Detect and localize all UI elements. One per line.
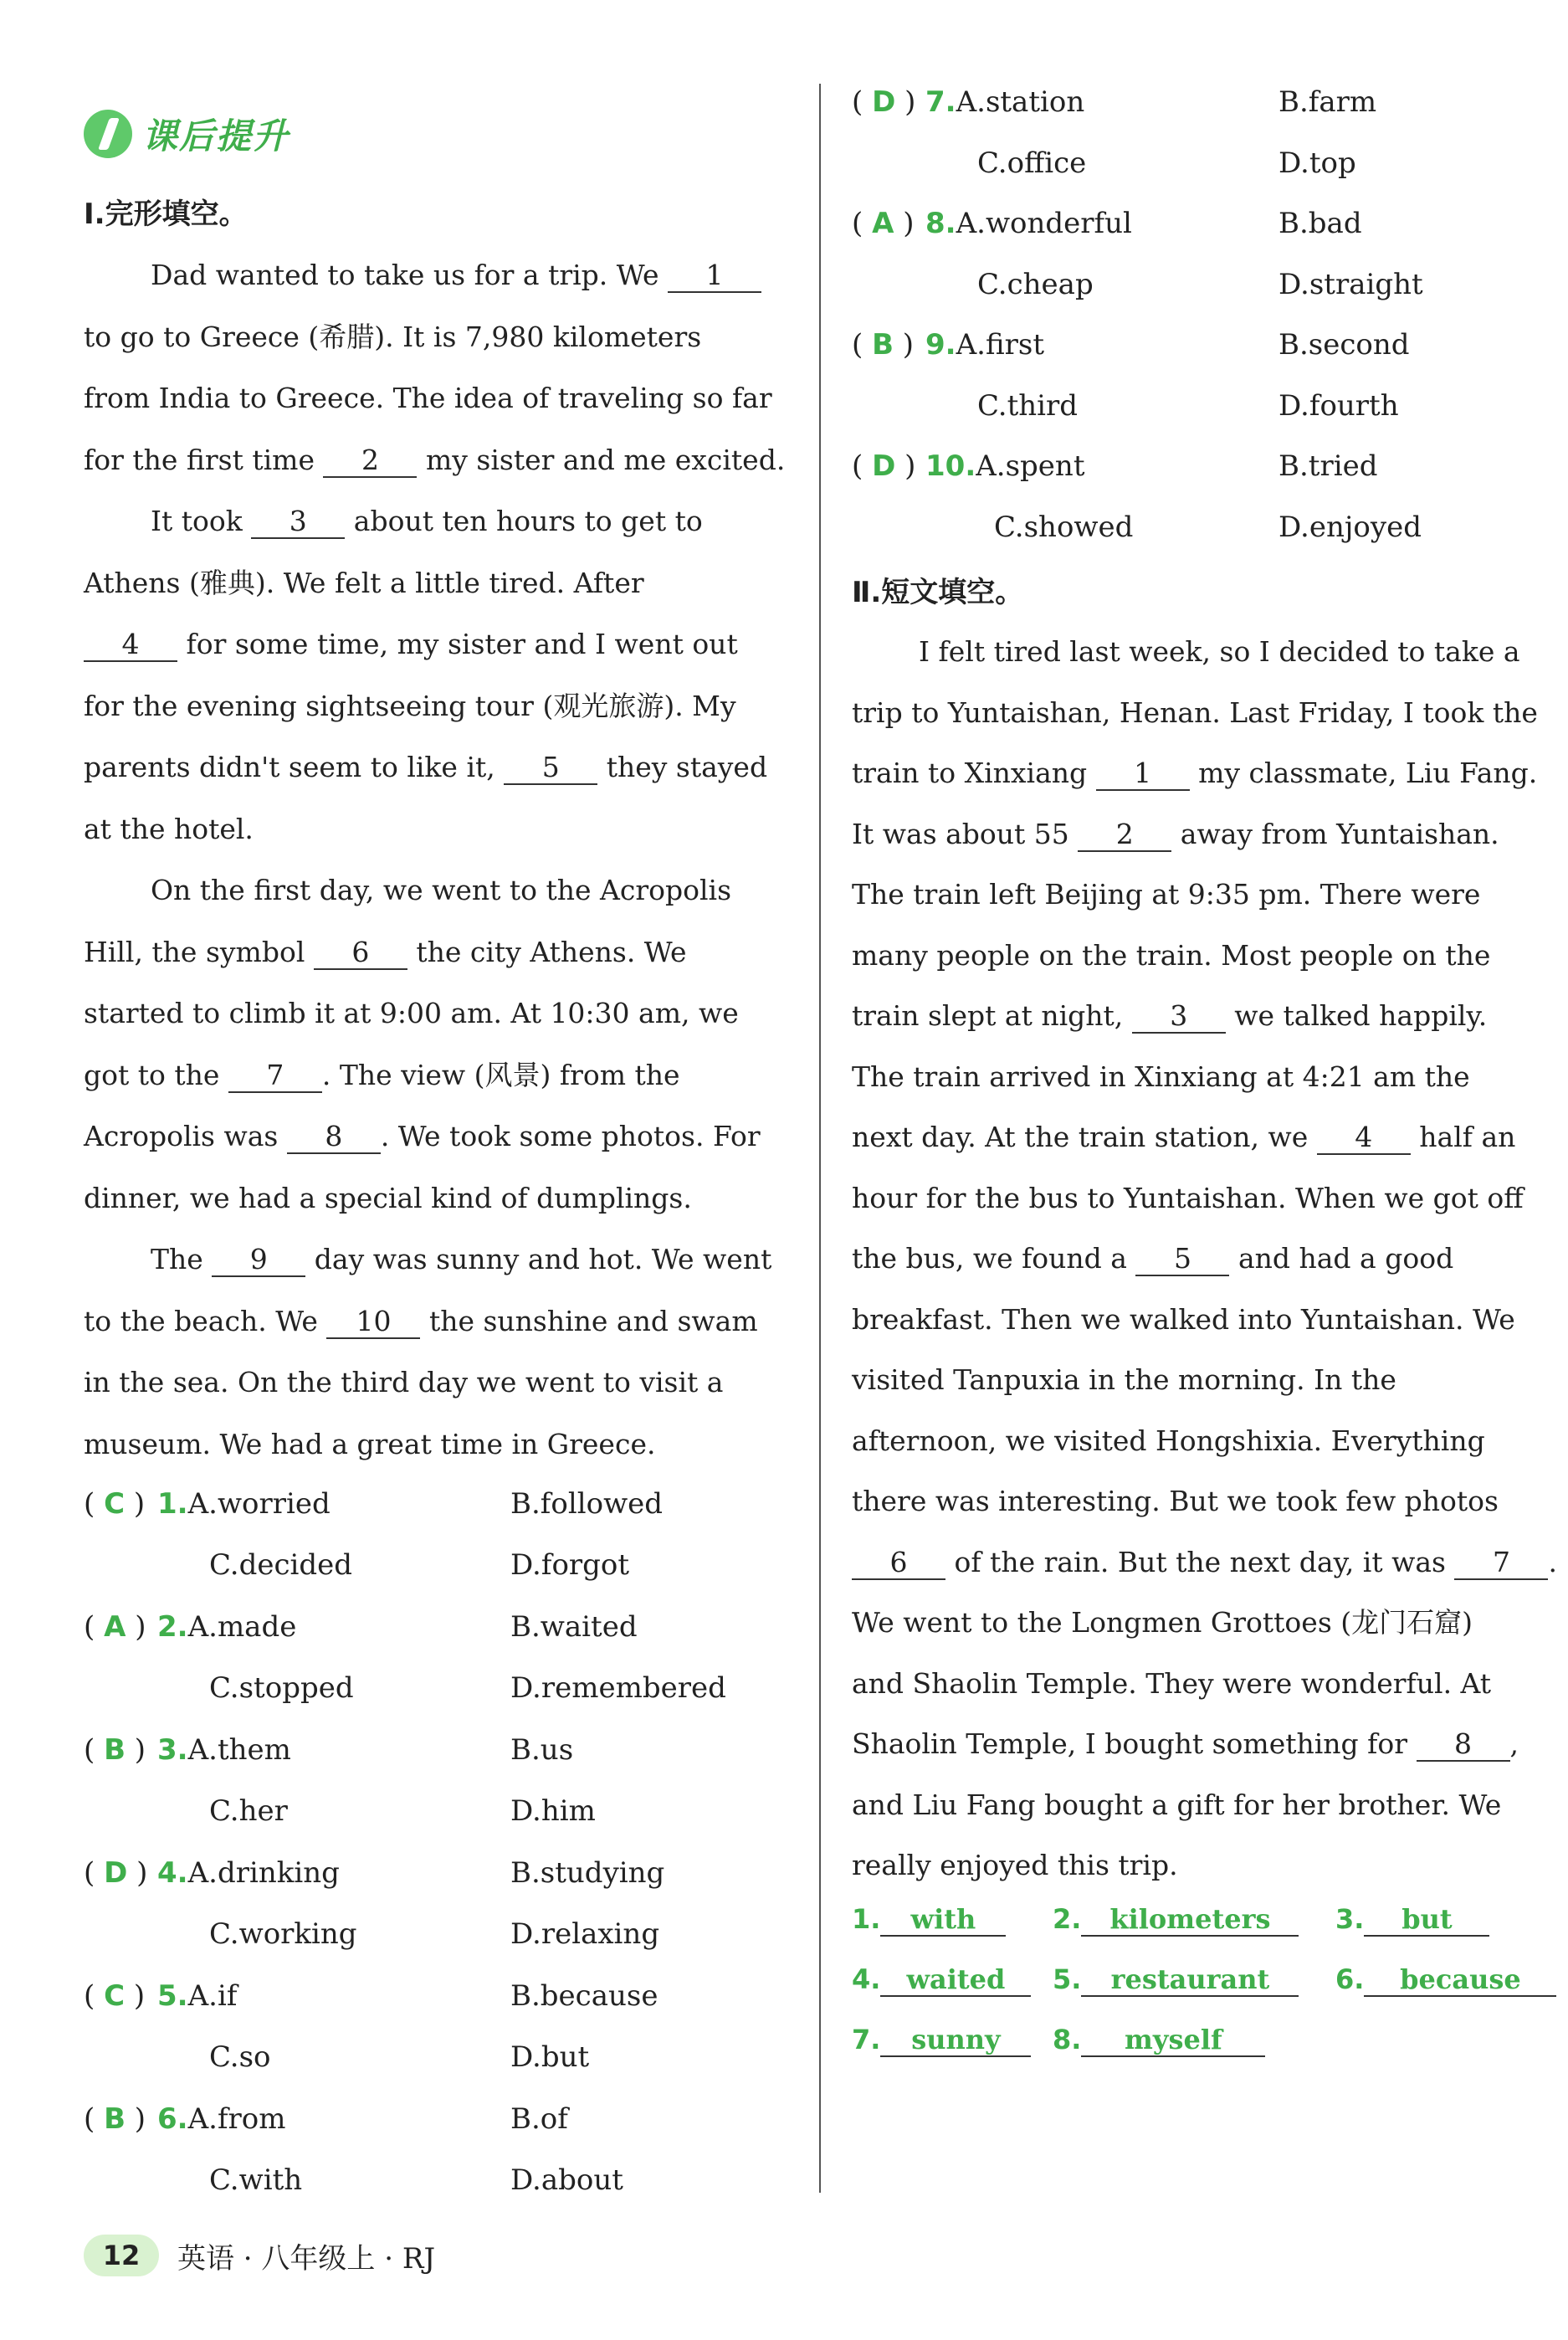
passage-text: my classmate, Liu Fang. — [1189, 757, 1538, 789]
passage-text: there was interesting. But we took few photos — [852, 1485, 1499, 1517]
passage-line — [84, 675, 787, 737]
question-number: 4. — [157, 1856, 188, 1890]
option-d: D.relaxing — [510, 1917, 660, 1951]
option-c: C.stopped — [209, 1671, 354, 1705]
passage-text: for the evening sightseeing tour (观光旅游). My — [84, 689, 736, 722]
passage-text: The train arrived in Xinxiang at 4:21 am the — [852, 1060, 1470, 1093]
blank-6: 6 — [852, 1547, 945, 1580]
answer-text: waited — [880, 1963, 1031, 1997]
passage-line — [84, 1106, 787, 1167]
passage-text: dinner, we had a special kind of dumplings. — [84, 1181, 692, 1214]
passage-text: The train left Beijing at 9:35 pm. There were — [852, 878, 1481, 911]
passage-text: Acropolis was — [84, 1120, 287, 1152]
option-d: D.top — [1278, 146, 1356, 180]
section-header-badge — [84, 109, 290, 159]
passage-line — [84, 1291, 787, 1352]
answer-item — [1053, 1963, 1299, 1997]
passage-line — [84, 613, 787, 675]
passage-text: to go to Greece (希腊). It is 7,980 kilometers — [84, 320, 702, 353]
passage-line — [84, 860, 853, 921]
bracket-open: ( — [84, 1856, 105, 1890]
chosen-answer: B — [104, 2102, 126, 2136]
passage-text: and Shaolin Temple. They were wonderful. At — [852, 1666, 1492, 1700]
blank-8: 8 — [287, 1121, 381, 1154]
option-c: C.so — [209, 2040, 271, 2074]
passage-line — [84, 244, 853, 306]
passage-text: hour for the bus to Yuntaishan. When we got off — [852, 1181, 1524, 1214]
passage-line — [852, 1228, 1568, 1290]
passage-text: away from Yuntaishan. — [1171, 817, 1499, 850]
passage-text: breakfast. Then we walked into Yuntaishan. We — [852, 1302, 1515, 1336]
passage-text: we talked happily. — [1225, 999, 1488, 1032]
answer-item — [852, 1903, 1006, 1937]
blank-7: 7 — [228, 1060, 322, 1093]
bracket-close: ) — [126, 1733, 146, 1767]
answer-bracket — [84, 2102, 157, 2136]
passage-line — [84, 798, 787, 860]
blank-2: 2 — [323, 444, 417, 478]
blank-3: 3 — [251, 505, 345, 539]
option-b: B.followed — [510, 1487, 664, 1521]
answer-number: 2. — [1053, 1903, 1082, 1935]
bracket-close: ) — [894, 328, 915, 362]
passage-text: about ten hours to get to — [345, 505, 703, 537]
passage-text: for some time, my sister and I went out — [177, 628, 738, 660]
option-c: C.office — [977, 146, 1087, 180]
chosen-answer: A — [872, 207, 894, 240]
bracket-open: ( — [852, 328, 873, 362]
option-d: D.about — [510, 2163, 623, 2197]
passage-line — [852, 1349, 1568, 1411]
question-row-2 — [84, 1671, 803, 1722]
question-number: 6. — [157, 2102, 188, 2136]
option-d: D.but — [510, 2040, 590, 2074]
bracket-close: ) — [895, 449, 916, 483]
passage-text: the bus, we found a — [852, 1242, 1136, 1275]
question-row — [84, 2102, 803, 2153]
question-number: 8. — [925, 207, 956, 240]
bracket-open: ( — [84, 1487, 105, 1521]
question-row — [84, 1856, 803, 1906]
question-row-2 — [852, 146, 1568, 197]
answer-item — [1053, 1903, 1299, 1937]
answer-text: because — [1364, 1963, 1556, 1997]
question-number: 1. — [157, 1487, 188, 1521]
option-a: A.first — [956, 328, 1044, 362]
passage-text: Athens (雅典). We felt a little tired. After — [84, 566, 644, 599]
option-b: B.tried — [1278, 449, 1378, 483]
passage-text: at the hotel. — [84, 812, 254, 845]
passage-text: got to the — [84, 1058, 228, 1091]
passage-line — [852, 864, 1568, 926]
question-number: 3. — [157, 1733, 188, 1767]
answer-number: 3. — [1335, 1903, 1365, 1935]
passage-line — [84, 1229, 853, 1291]
question-row-2 — [84, 1917, 803, 1968]
header-badge-text: 课后提升 — [142, 115, 290, 157]
passage-line — [852, 1167, 1568, 1229]
chosen-answer: B — [872, 328, 894, 362]
answer-number: 8. — [1053, 2024, 1082, 2055]
question-row-2 — [84, 2163, 803, 2214]
passage-line — [84, 490, 853, 552]
option-b: B.waited — [510, 1610, 638, 1644]
passage-text: next day. At the train station, we — [852, 1121, 1317, 1153]
bracket-open: ( — [84, 1979, 105, 2013]
blank-1: 1 — [1096, 757, 1190, 791]
question-row — [84, 1979, 803, 2030]
bracket-open: ( — [852, 207, 873, 240]
passage-line — [852, 682, 1568, 744]
passage-line — [852, 985, 1568, 1047]
passage-text: I felt tired last week, so I decided to take a — [919, 635, 1520, 668]
passage-text: museum. We had a great time in Greece. — [84, 1427, 656, 1460]
passage-line — [84, 552, 787, 614]
passage-text: Dad wanted to take us for a trip. We — [151, 259, 669, 291]
passage-text: parents didn't seem to like it, — [84, 751, 505, 783]
passage-text: started to climb it at 9:00 am. At 10:30 am, we — [84, 997, 739, 1029]
question-row — [852, 449, 1568, 500]
option-a: A.drinking — [187, 1856, 340, 1890]
blank-9: 9 — [212, 1244, 305, 1277]
passage-line — [852, 1046, 1568, 1108]
question-row-2 — [852, 511, 1568, 561]
answer-text: but — [1364, 1903, 1489, 1937]
question-number: 10. — [925, 449, 976, 483]
passage-text: to the beach. We — [84, 1304, 327, 1337]
question-number: 9. — [925, 328, 956, 362]
option-a: A.spent — [976, 449, 1085, 483]
question-number: 2. — [157, 1610, 188, 1644]
passage-line — [852, 1410, 1568, 1472]
option-b: B.bad — [1278, 207, 1362, 240]
passage-text: afternoon, we visited Hongshixia. Everything — [852, 1424, 1485, 1457]
option-d: D.remembered — [510, 1671, 726, 1705]
option-d: D.forgot — [510, 1548, 630, 1582]
option-c: C.showed — [994, 511, 1134, 544]
blank-8: 8 — [1417, 1728, 1510, 1762]
question-row-2 — [852, 389, 1568, 439]
passage-line — [84, 306, 787, 368]
option-d: D.straight — [1278, 268, 1423, 301]
passage-text: It was about 55 — [852, 817, 1079, 850]
question-row — [84, 1487, 803, 1537]
chosen-answer: D — [872, 449, 896, 483]
bracket-open: ( — [84, 1610, 105, 1644]
answer-item — [852, 1963, 1031, 1997]
passage-text: half an — [1410, 1121, 1516, 1153]
blank-7: 7 — [1454, 1547, 1548, 1580]
option-d: D.him — [510, 1794, 596, 1828]
chosen-answer: A — [104, 1610, 126, 1644]
passage-text: really enjoyed this trip. — [852, 1849, 1178, 1881]
answer-number: 4. — [852, 1963, 881, 1995]
option-d: D.fourth — [1278, 389, 1399, 423]
chosen-answer: D — [872, 85, 896, 119]
option-b: B.us — [510, 1733, 574, 1767]
answer-text: kilometers — [1081, 1903, 1299, 1937]
passage-text: the city Athens. We — [407, 935, 687, 968]
chosen-answer: D — [104, 1856, 128, 1890]
option-a: A.made — [187, 1610, 297, 1644]
passage-text: visited Tanpuxia in the morning. In the — [852, 1363, 1396, 1396]
passage-line — [84, 1044, 787, 1106]
blank-2: 2 — [1078, 818, 1171, 852]
passage-line — [852, 1592, 1568, 1654]
answer-bracket — [84, 1733, 157, 1767]
passage-line — [84, 983, 787, 1044]
blank-5: 5 — [1135, 1243, 1229, 1276]
passage-line — [852, 1713, 1568, 1775]
bracket-open: ( — [84, 1733, 105, 1767]
bracket-open: ( — [852, 449, 873, 483]
answer-bracket — [84, 1487, 157, 1521]
passage-text: Shaolin Temple, I bought something for — [852, 1727, 1417, 1760]
answer-bracket — [84, 1610, 157, 1644]
question-row — [84, 1610, 803, 1660]
bracket-open: ( — [84, 2102, 105, 2136]
chosen-answer: B — [104, 1733, 126, 1767]
passage-text: and Liu Fang bought a gift for her brother. We — [852, 1788, 1502, 1821]
passage-text: train slept at night, — [852, 999, 1132, 1032]
chosen-answer: C — [104, 1979, 126, 2013]
option-a: A.worried — [187, 1487, 331, 1521]
passage-text: . We took some photos. For — [380, 1120, 761, 1152]
passage-text: trip to Yuntaishan, Henan. Last Friday, I took the — [852, 695, 1538, 729]
passage-text: in the sea. On the third day we went to visit a — [84, 1366, 724, 1398]
question-row-2 — [84, 2040, 803, 2091]
question-row-2 — [84, 1548, 803, 1598]
passage-line — [852, 1532, 1568, 1593]
passage-text: many people on the train. Most people on the — [852, 938, 1491, 972]
answer-bracket — [84, 1979, 157, 2013]
passage-text: , — [1509, 1727, 1519, 1760]
passage-text: of the rain. But the next day, it was — [945, 1545, 1455, 1578]
question-number: 5. — [157, 1979, 188, 2013]
passage-text: We went to the Longmen Grottoes (龙门石窟) — [852, 1606, 1473, 1639]
option-a: A.from — [187, 2102, 286, 2136]
passage-line — [852, 1470, 1568, 1532]
blank-6: 6 — [314, 937, 407, 970]
option-a: A.them — [187, 1733, 291, 1767]
blank-10: 10 — [326, 1306, 420, 1339]
answer-item — [1053, 2024, 1265, 2057]
answer-bracket — [852, 449, 925, 483]
option-b: B.studying — [510, 1856, 665, 1890]
passage-line — [852, 1289, 1568, 1351]
bracket-close: ) — [125, 1487, 146, 1521]
blank-5: 5 — [504, 752, 597, 785]
passage-text: The — [151, 1243, 213, 1275]
bracket-close: ) — [126, 1610, 146, 1644]
answer-text: sunny — [880, 2024, 1031, 2057]
passage-text: train to Xinxiang — [852, 757, 1096, 789]
passage-text: they stayed — [597, 751, 768, 783]
bracket-close: ) — [127, 1856, 148, 1890]
passage-line — [852, 1106, 1568, 1168]
footer-text: 英语 · 八年级上 · RJ — [177, 2241, 436, 2276]
passage-text: for the first time — [84, 443, 324, 476]
passage-line — [84, 367, 787, 429]
answer-bracket — [84, 1856, 157, 1890]
chosen-answer: C — [104, 1487, 126, 1521]
passage-line — [84, 429, 787, 491]
page-footer — [84, 2235, 435, 2276]
passage-line — [84, 1352, 787, 1414]
passage-line — [84, 736, 787, 798]
answer-text: myself — [1081, 2024, 1265, 2057]
pencil-badge-icon — [84, 110, 132, 158]
option-b: B.farm — [1278, 85, 1377, 119]
answer-number: 1. — [852, 1903, 881, 1935]
option-c: C.her — [209, 1794, 288, 1828]
blank-4: 4 — [1317, 1121, 1411, 1155]
option-b: B.second — [1278, 328, 1410, 362]
option-a: A.if — [187, 1979, 238, 2013]
passage-text: and had a good — [1229, 1242, 1454, 1275]
blank-1: 1 — [668, 259, 761, 293]
passage-text: . — [1548, 1545, 1557, 1578]
passage-text: Hill, the symbol — [84, 935, 314, 968]
bracket-open: ( — [852, 85, 873, 119]
passage-line — [852, 925, 1568, 987]
question-row — [852, 85, 1568, 136]
passage-line — [852, 621, 1568, 683]
answer-number: 7. — [852, 2024, 881, 2055]
section-1-title: Ⅰ.完形填空。 — [84, 198, 248, 231]
answer-bracket — [852, 85, 925, 119]
option-c: C.third — [977, 389, 1079, 423]
answer-text: with — [880, 1903, 1006, 1937]
passage-line — [84, 921, 787, 983]
passage-text: the sunshine and swam — [420, 1304, 758, 1337]
option-c: C.cheap — [977, 268, 1094, 301]
answer-bracket — [852, 207, 925, 240]
passage-line — [852, 742, 1568, 804]
question-number: 7. — [925, 85, 956, 119]
passage-line — [852, 1774, 1568, 1836]
page-number: 12 — [84, 2235, 159, 2276]
bracket-close: ) — [894, 207, 915, 240]
passage-line — [852, 1835, 1568, 1896]
question-row-2 — [84, 1794, 803, 1845]
question-row — [84, 1733, 803, 1783]
column-divider — [819, 84, 821, 2193]
passage-line — [84, 1414, 787, 1475]
answer-text: restaurant — [1081, 1963, 1299, 1997]
question-row-2 — [852, 268, 1568, 318]
option-c: C.with — [209, 2163, 303, 2197]
passage-line — [852, 803, 1568, 865]
answer-bracket — [852, 328, 925, 362]
option-c: C.decided — [209, 1548, 353, 1582]
passage-text: from India to Greece. The idea of traveling so far — [84, 382, 772, 414]
passage-line — [852, 1653, 1568, 1715]
answer-item — [1335, 1963, 1556, 1997]
passage-text: On the first day, we went to the Acropolis — [151, 874, 732, 906]
answer-item — [852, 2024, 1031, 2057]
passage-text: . The view (风景) from the — [321, 1058, 680, 1091]
answer-number: 6. — [1335, 1963, 1365, 1995]
passage-line — [84, 1167, 787, 1229]
passage-text: my sister and me excited. — [417, 443, 786, 476]
section-2-title: Ⅱ.短文填空。 — [852, 576, 1024, 609]
option-b: B.because — [510, 1979, 658, 2013]
blank-4: 4 — [84, 629, 177, 662]
option-c: C.working — [209, 1917, 357, 1951]
question-row — [852, 207, 1568, 257]
passage-text: day was sunny and hot. We went — [305, 1243, 772, 1275]
question-row — [852, 328, 1568, 378]
bracket-close: ) — [125, 1979, 146, 2013]
blank-3: 3 — [1132, 1000, 1226, 1034]
answer-item — [1335, 1903, 1489, 1937]
passage-text: It took — [151, 505, 252, 537]
option-a: A.station — [956, 85, 1085, 119]
bracket-close: ) — [895, 85, 916, 119]
option-a: A.wonderful — [956, 207, 1132, 240]
option-b: B.of — [510, 2102, 568, 2136]
bracket-close: ) — [126, 2102, 146, 2136]
answer-number: 5. — [1053, 1963, 1082, 1995]
option-d: D.enjoyed — [1278, 511, 1422, 544]
